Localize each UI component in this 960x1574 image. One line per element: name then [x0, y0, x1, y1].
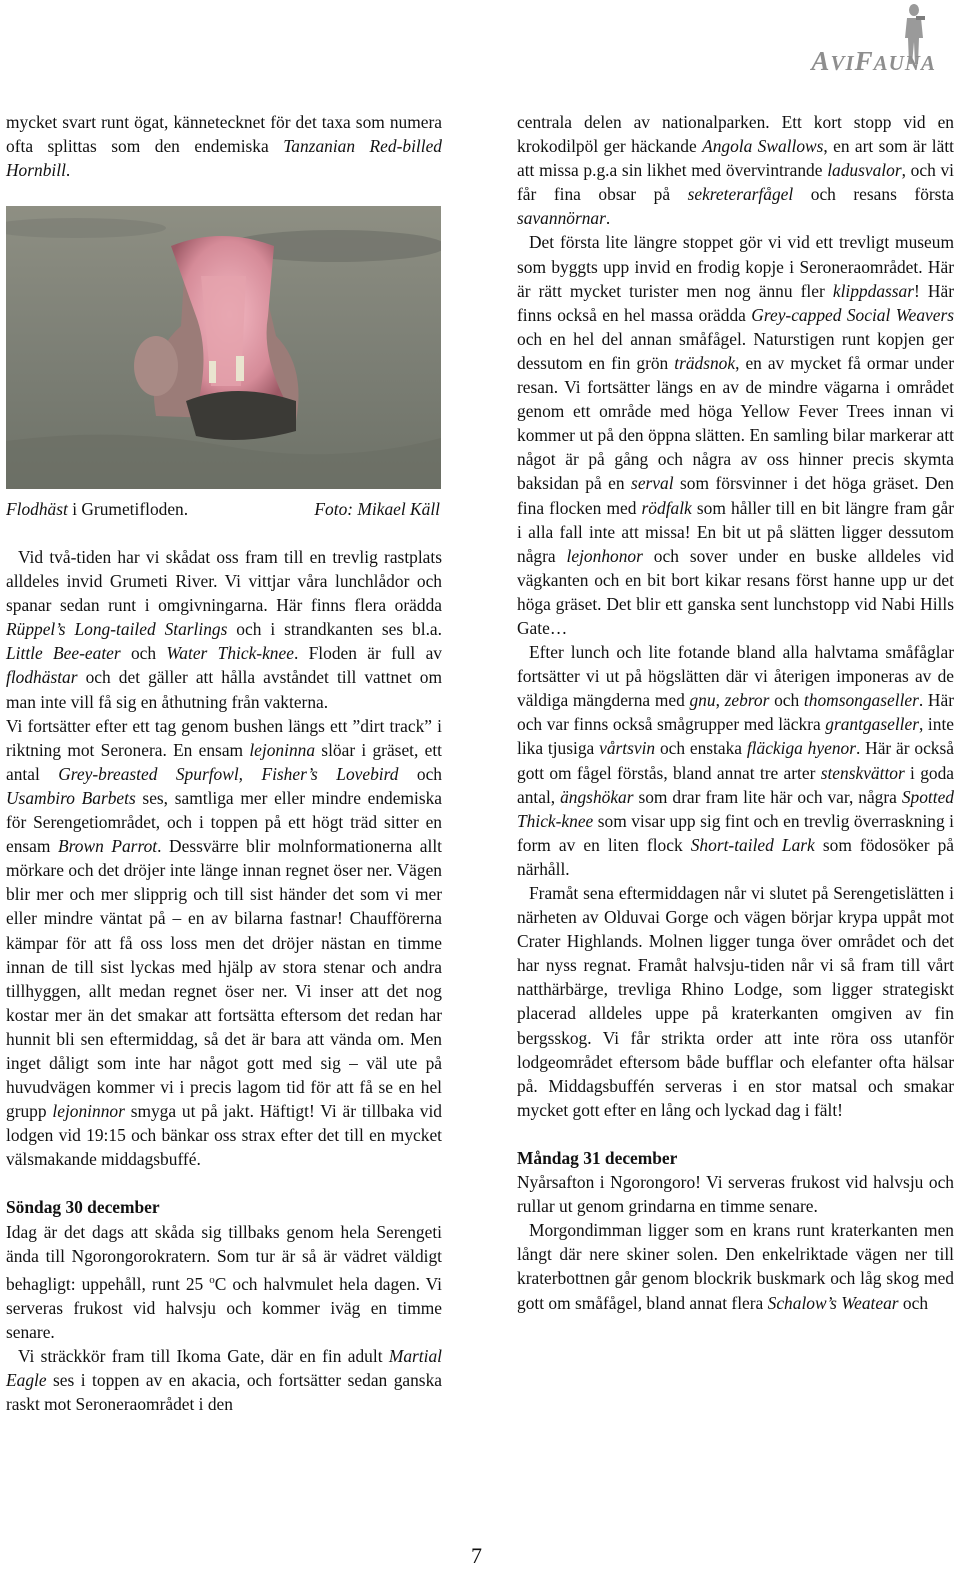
paragraph: Idag är det dags att skåda sig tillbaks genom hela Serengeti ända till Ngorongorokratern. Som tur är så är vädret väldigt behagligt: uppehåll, runt 25 $^o$C och halvmulet hela dagen. Vi serveras frukost vid halvsju och kommer iväg en timme senare.: [6, 1221, 442, 1342]
page-number: 7: [471, 1543, 482, 1568]
paragraph: Morgondimman ligger som en krans runt kraterkanten men långt där nere skiner solen. Den enkelriktade vägen ner till kraterbottnen går genom blockrik buskmark och låg skog med gott om småfågel, bland annat flera Schalow’s Weatear och: [517, 1220, 954, 1313]
hippo-photo: [6, 206, 441, 489]
section-title-sunday: Söndag 30 december: [6, 1197, 160, 1218]
section-title-monday: Måndag 31 december: [517, 1147, 678, 1168]
paragraph: centrala delen av nationalparken. Ett kort stopp vid en krokodilpöl ger häckande Angola Swallows, en art som är lätt att missa p.g.a sin likhet med övervintrande ladusvalor, och vi får fina obsar på sekreterarfågel och resans första savannörnar.: [517, 112, 954, 229]
paragraph: Vi fortsätter efter ett tag genom bushen längs ett ”dirt track” i riktning mot Seronera. En ensam lejoninna slöar i gräset, ett antal Grey-breasted Spurfowl, Fisher’s Lovebird och Usambiro Barbets ses, samtliga mer eller mindre endemiska för Serengetiområdet, och i toppen på ett högt träd sitter en ensam Brown Parrot. Dessvärre blir molnformationerna allt mörkare och det dröjer inte länge innan regnet öser ner. Vägen blir mer och mer slipprig och till sist händer det som vi mer eller mindre väntat på – en av bilarna fastnar! Chaufförerna kämpar för att få oss loss men det dröjer nästan en timme innan de till sist lyckas med hjälp av stora stenar och andra tillhyggen, allt medan regnet öser ner. Vi inser att det nog kostar mer än det smakar att fortsätta eftersom det redan har hunnit bli sen eftermiddag, så det är bara att vända om. Men inget dåligt som inte har något gott med sig – väl ute på huvudvägen kommer vi i precis lagom tid för att få se en hel grupp lejoninnor smyga ut på jakt. Häftigt! Vi är tillbaka vid lodgen vid 19:15 och bänkar oss strax efter det till en mycket välsmakande middagsbuffé.: [6, 715, 443, 1170]
paragraph: Vid två-tiden har vi skådat oss fram till en trevlig rastplats alldeles invid Grumeti River. Vi vittjar våra lunchlådor och spanar sedan runt i omgivningarna. Här finns flera orädda Rüppel’s Long-tailed Starlings och i strandkanten ses bl.a. Little Bee-eater och Water Thick-knee. Floden är full av flodhästar och det gäller att hålla avståndet till vattnet om man inte vill få sig en åthutning från vakterna.: [6, 547, 442, 712]
caption-species: Flodhäst: [6, 499, 68, 519]
logo-text: AVIFAUNA: [811, 46, 936, 76]
paragraph: Nyårsafton i Ngorongoro! Vi serveras frukost vid halvsju och rullar ut genom grindarna en timme senare.: [517, 1172, 954, 1217]
right-column: [517, 110, 954, 1315]
caption-text: i Grumetifloden.: [67, 499, 189, 519]
paragraph: Vi sträckkör fram till Ikoma Gate, där en fin adult Martial Eagle ses i toppen av en akacia, och fortsätter sedan ganska raskt mot Seroneraområdet i den: [6, 1345, 442, 1414]
paragraph: mycket svart runt ögat, kännetecknet för det taxa som numera ofta splittas som den endemiska Tanzanian Red-billed Hornbill.: [6, 112, 442, 181]
photo-caption: [6, 498, 440, 520]
paragraph: Efter lunch och lite fotande bland alla halvtama småfåglar fortsätter vi ut på högslätten där vi återigen imponeras av de väldiga mängderna med gnu, zebror och thomsongaseller. Här och var finns också smågrupper med läckra grantgaseller, inte lika tjusiga vårtsvin och enstaka fläckiga hyenor. Här är också gott om fågel förstås, bland annat tre arter stenskvättor i goda antal, ängshökar som drar fram lite här och var, några Spotted Thick-knee som visar upp sig fint och en trevlig överraskning i form av en liten flock Short-tailed Lark som födosöker på närhåll.: [517, 642, 955, 879]
left-column-top: [6, 110, 442, 182]
paragraph: Framåt sena eftermiddagen når vi slutet på Serengetislätten i närheten av Olduvai Gorge och vägen börjar krypa uppåt mot Crater Highlands. Molnen ligger tunga över området och det har nyss regnat. Framåt halvsju-tiden når vi så fram till vårt natthärbärge, trevliga Rhino Lodge, som ligger strategiskt placerad alldeles uppe på kraterkanten omgiven av fin bergsskog. Vi får strikta order att inte röra oss utanför lodgeområdet eftersom både bufflar och elefanter ofta hälsar på. Middagsbuffén serveras i en stor matsal och smakar mycket gott efter en lång och lyckad dag i fält!: [517, 883, 954, 1120]
paragraph: Det första lite längre stoppet gör vi vid ett trevligt museum som byggts upp invid en frodig kopje i Seroneraområdet. Här är rätt mycket turister men nog ännu fler klippdassar! Här finns också en hel massa orädda Grey-capped Social Weavers och en hel del annan småfågel. Naturstigen runt kopjen ger dessutom en fin grön trädsnok, en av mycket få ormar under resan. Vi fortsätter längs en av de mindre vägarna i området genom ett område med höga Yellow Fever Trees innan vi kommer ut på den öppna slätten. En samling bilar markerar att något är på gång och några av oss hinner precis skymta baksidan på en serval som försvinner i det höga gräset. Den fina flocken med rödfalk som håller till en bit längre fram går i alla fall inte att missa! En bit ut på slätten ligger dessutom några lejonhonor och sover under en buske alldeles vid vägkanten och en bit bort kikar resans först hanne upp ur det höga gräset. Det blir ett ganska sent lunchstopp vid Nabi Hills Gate…: [517, 232, 954, 638]
hippo-image: [6, 206, 441, 489]
left-column-body: [6, 545, 442, 1416]
photo-credit: Foto: Mikael Käll: [314, 499, 440, 519]
avifauna-logo: [736, 2, 936, 82]
